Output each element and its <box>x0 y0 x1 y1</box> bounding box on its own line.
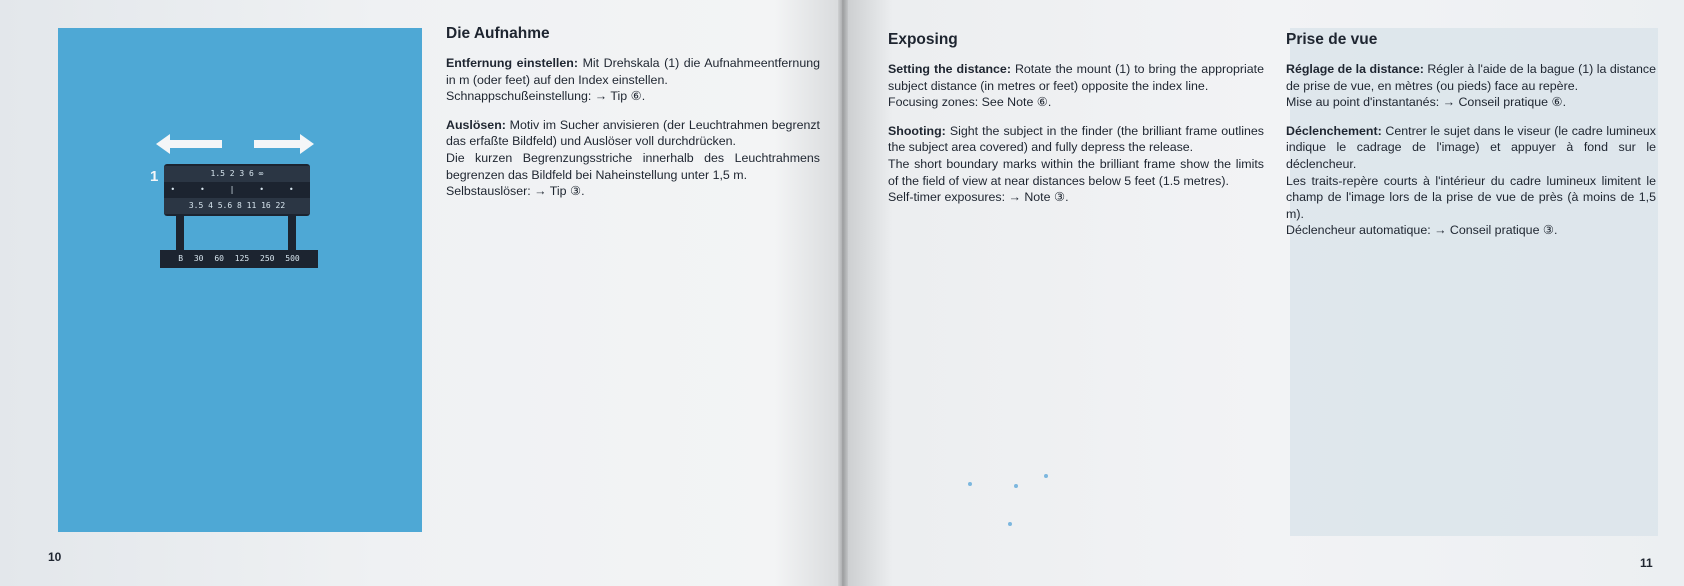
french-term-release: Déclenchement: <box>1286 123 1382 138</box>
illustration-panel <box>58 28 422 532</box>
distance-scale-mount <box>164 164 310 216</box>
german-para-distance <box>446 55 820 105</box>
english-term-shooting: Shooting: <box>888 123 946 138</box>
german-title: Die Aufnahme <box>446 25 550 42</box>
english-tip-focusing: Focusing zones: See Note ⑥. <box>888 95 1052 110</box>
stray-dot <box>968 482 972 486</box>
french-text-boundary: Les traits-repère courts à l'intérieur du cadre lumineux limitent le champ de l'image lors de la prise de vue de près (à moins de 1,5 m). <box>1286 173 1656 221</box>
german-term-distance: Entfernung einstellen: <box>446 56 578 70</box>
english-title: Exposing <box>888 31 958 48</box>
french-text-distance: Régler à l'aide de la bague (1) la distance de prise de vue, en mètres (ou pieds) face au repère. <box>1286 62 1656 93</box>
stray-dot <box>1044 474 1048 478</box>
aperture-scale-row: 3.5 4 5.6 8 11 16 22 <box>164 198 310 214</box>
page-number-right: 11 <box>1640 556 1653 570</box>
english-para-distance <box>888 61 1264 111</box>
shutter-speed-bar: B 30 60 125 250 500 <box>160 250 318 268</box>
french-para-distance <box>1286 61 1656 111</box>
german-para-release <box>446 117 820 200</box>
french-para-release <box>1286 123 1656 239</box>
mount-leg-left <box>176 216 184 250</box>
french-tip-selftimer: Déclencheur automatique: → Conseil pratique ③. <box>1286 223 1558 238</box>
illustration-label-number: 1 <box>150 168 159 185</box>
page-number-left: 10 <box>48 550 62 564</box>
arrow-right-icon <box>254 140 300 148</box>
distance-scale-row: 1.5 2 3 6 ∞ <box>164 166 310 182</box>
german-tip-selftimer: Selbstauslöser: → Tip ③. <box>446 184 585 199</box>
german-text-distance: Mit Drehskala (1) die Aufnahmeentfernung in m (oder feet) auf den Index einstellen. <box>446 56 820 87</box>
index-marks-row: • • | • • <box>170 185 304 194</box>
english-term-distance: Setting the distance: <box>888 62 1011 76</box>
french-column <box>1286 30 1656 251</box>
german-column <box>446 24 820 212</box>
french-tip-snapshot: Mise au point d'instantanés: → Conseil pratique ⑥. <box>1286 95 1567 110</box>
french-term-distance: Réglage de la distance: <box>1286 62 1424 76</box>
stray-dot <box>1008 522 1012 526</box>
german-text-release: Motiv im Sucher anvisieren (der Leuchtrahmen begrenzt das erfaßte Bildfeld) und Auslöser voll durchdrücken. <box>446 117 820 149</box>
arrow-left-icon <box>170 140 222 148</box>
book-gutter <box>838 0 848 586</box>
german-text-boundary: Die kurzen Begrenzungsstriche innerhalb des Leuchtrahmens begrenzen das Bildfeld bei Naheinstellung unter 1,5 m. <box>446 150 820 182</box>
mount-leg-right <box>288 216 296 250</box>
english-text-shooting: Sight the subject in the finder (the brilliant frame outlines the subject area covered) and fully depress the release. <box>888 123 1264 155</box>
french-title: Prise de vue <box>1286 31 1378 48</box>
english-column <box>888 30 1264 218</box>
english-text-distance: Rotate the mount (1) to bring the appropriate subject distance (in metres or feet) opposite the index line. <box>888 62 1264 93</box>
german-tip-snapshot: Schnappschußeinstellung: → Tip ⑥. <box>446 89 646 104</box>
stray-dot <box>1014 484 1018 488</box>
english-para-shooting <box>888 123 1264 206</box>
english-tip-selftimer: Self-timer exposures: → Note ③. <box>888 190 1069 205</box>
french-text-release: Centrer le sujet dans le viseur (le cadre lumineux indique le cadrage de l'image) et appuyer à fond sur le déclencheur. <box>1286 123 1656 171</box>
english-text-boundary: The short boundary marks within the brilliant frame show the limits of the field of view at near distances below 5 feet (1.5 metres). <box>888 156 1264 188</box>
german-term-release: Auslösen: <box>446 117 506 132</box>
